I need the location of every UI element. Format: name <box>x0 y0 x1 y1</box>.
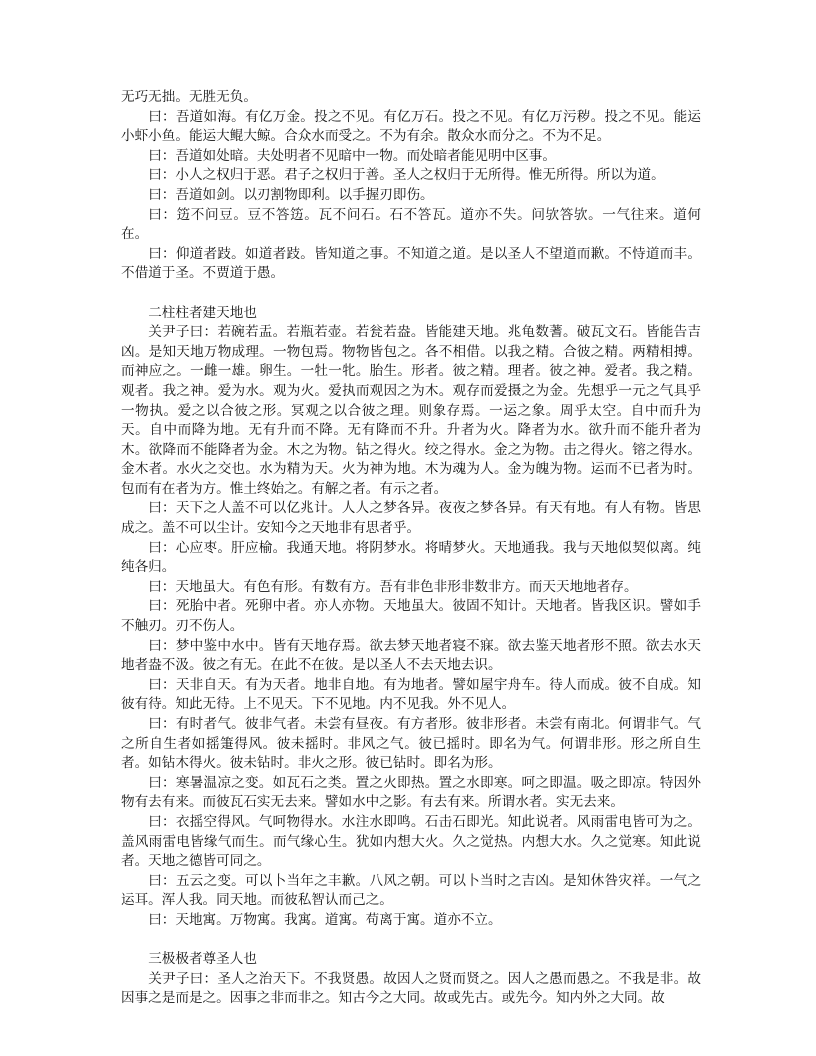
paragraph: 关尹子曰：圣人之治天下。不我贤愚。故因人之贤而贤之。因人之愚而愚之。不我是非。故因事之是而是之。因事之非而非之。知古今之大同。故或先古。或先今。知内外之大同。故 <box>121 970 701 1007</box>
paragraph: 曰：心应枣。肝应榆。我通天地。将阴梦水。将晴梦火。天地通我。我与天地似契似离。纯纯各归。 <box>121 539 701 576</box>
section-heading: 二柱柱者建天地也 <box>148 304 257 321</box>
paragraph: 曰：天下之人盖不可以亿兆计。人人之梦各异。夜夜之梦各异。有天有地。有人有物。皆思成之。盖不可以尘计。安知今之天地非有思者乎。 <box>121 500 701 537</box>
paragraph: 曰：吾道如处暗。夫处明者不见暗中一物。而处暗者能见明中区事。 <box>148 147 556 164</box>
paragraph: 曰：五云之变。可以卜当年之丰歉。八风之朝。可以卜当时之吉凶。是知休咎灾祥。一气之运耳。浑人我。同天地。而彼私智认而己之。 <box>121 872 701 909</box>
paragraph: 曰：有时者气。彼非气者。未尝有昼夜。有方者形。彼非形者。未尝有南北。何谓非气。气之所自生者如摇箑得风。彼未摇时。非风之气。彼已摇时。即名为气。何谓非形。形之所自生者。如钻木得火。彼未钻时。非火之形。彼已钻时。即名为形。 <box>121 716 701 772</box>
paragraph: 关尹子曰：若碗若盂。若瓶若壶。若瓮若盎。皆能建天地。兆龟数蓍。破瓦文石。皆能告吉凶。是知天地万物成理。一物包焉。物物皆包之。各不相借。以我之精。合彼之精。两精相搏。而神应之。一雌一雄。卵生。一牡一牝。胎生。形者。彼之精。理者。彼之神。爱者。我之精。观者。我之神。爱为水。观为火。爱执而观因之为木。观存而爱摄之为金。先想乎一元之气具乎一物执。爱之以合彼之形。冥观之以合彼之理。则象存焉。一运之象。周乎太空。自中而升为天。自中而降为地。无有升而不降。无有降而不升。升者为火。降者为水。欲升而不能升者为木。欲降而不能降者为金。木之为物。钻之得火。绞之得水。金之为物。击之得火。镕之得水。金木者。水火之交也。水为精为天。火为神为地。木为魂为人。金为魄为物。运而不已者为时。包而有在者为方。惟土终始之。有解之者。有示之者。 <box>121 324 701 497</box>
paragraph: 曰：天地虽大。有色有形。有数有方。吾有非色非形非数非方。而天天地地者存。 <box>148 578 638 595</box>
paragraph: 曰：天非自天。有为天者。地非自地。有为地者。譬如屋宇舟车。待人而成。彼不自成。知彼有待。知此无待。上不见天。下不见地。内不见我。外不见人。 <box>121 676 701 713</box>
paragraph: 曰：吾道如剑。以刃割物即利。以手握刃即伤。 <box>148 186 434 203</box>
paragraph: 无巧无拙。无胜无负。 <box>121 89 257 105</box>
paragraph: 曰：死胎中者。死卵中者。亦人亦物。天地虽大。彼固不知计。天地者。皆我区识。譬如手不触刃。刃不伤人。 <box>121 598 701 635</box>
paragraph: 曰：笾不问豆。豆不答笾。瓦不问石。石不答瓦。道亦不失。问欤答欤。一气往来。道何在。 <box>121 206 701 243</box>
section-heading: 三极极者尊圣人也 <box>148 951 257 968</box>
paragraph: 曰：梦中鉴中水中。皆有天地存焉。欲去梦天地者寝不寐。欲去鉴天地者形不照。欲去水天地者盎不汲。彼之有无。在此不在彼。是以圣人不去天地去识。 <box>121 637 701 674</box>
paragraph: 曰：天地寓。万物寓。我寓。道寓。苟离于寓。道亦不立。 <box>148 911 502 928</box>
paragraph: 曰：小人之权归于恶。君子之权归于善。圣人之权归于无所得。惟无所得。所以为道。 <box>148 167 665 184</box>
paragraph: 曰：衣摇空得风。气呵物得水。水注水即鸣。石击石即光。知此说者。风雨雷电皆可为之。盖风雨雷电皆缘气而生。而气缘心生。犹如内想大火。久之觉热。内想大水。久之觉寒。知此说者。天地之德皆可同之。 <box>121 813 701 870</box>
paragraph: 曰：仰道者跂。如道者跂。皆知道之事。不知道之道。是以圣人不望道而歉。不恃道而丰。不借道于圣。不贾道于愚。 <box>121 245 701 282</box>
paragraph: 曰：寒暑温凉之变。如瓦石之类。置之火即热。置之水即寒。呵之即温。吸之即凉。特因外物有去有来。而彼瓦石实无去来。譬如水中之影。有去有来。所谓水者。实无去来。 <box>121 774 701 811</box>
document-page <box>121 88 701 1009</box>
paragraph: 曰：吾道如海。有亿万金。投之不见。有亿万石。投之不见。有亿万污秽。投之不见。能运小虾小鱼。能运大鲲大鲸。合众水而受之。不为有余。散众水而分之。不为不足。 <box>121 108 701 145</box>
